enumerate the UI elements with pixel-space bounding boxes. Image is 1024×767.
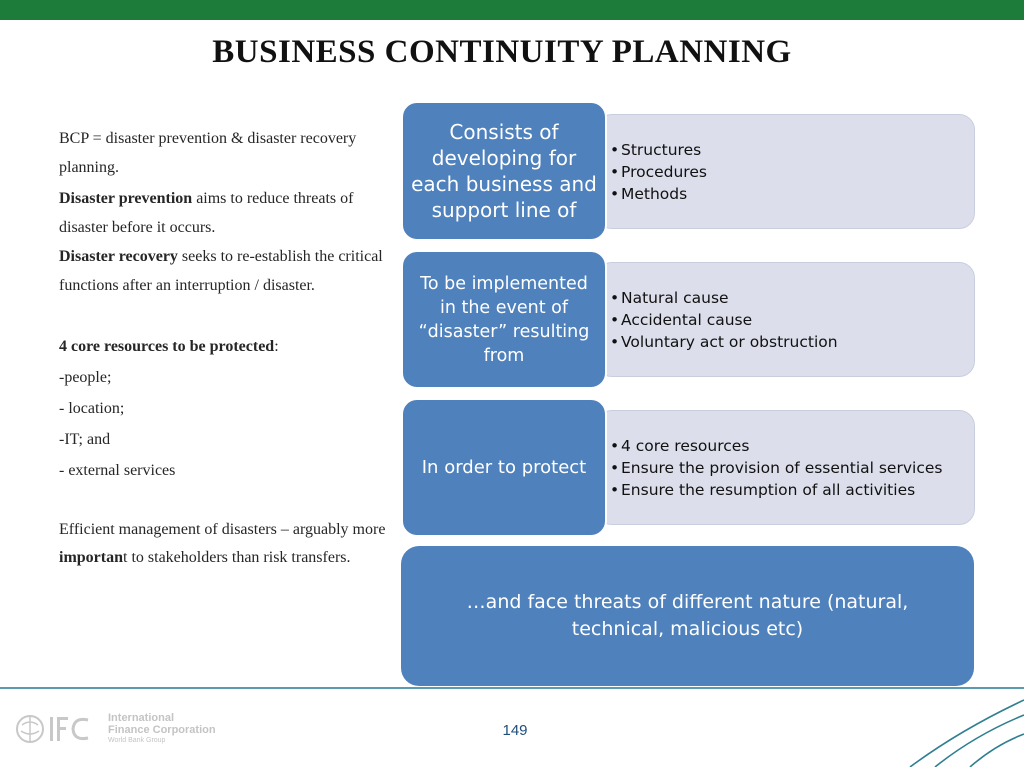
detail-item: • Ensure the provision of essential services [610, 457, 942, 479]
row-1-label-box [401, 101, 607, 241]
row-1-label: Consists of developing for each business and support line of [411, 120, 597, 222]
detail-item: • Voluntary act or obstruction [610, 331, 838, 353]
resource-item: -people; [59, 369, 112, 386]
bcp-definition: BCP = disaster prevention & disaster recovery planning. [59, 130, 357, 176]
detail-item: • 4 core resources [610, 435, 942, 457]
detail-item: • Accidental cause [610, 309, 838, 331]
row-3-label-box [401, 398, 607, 537]
disaster-recovery-text: seeks to re-establish the critical functions after an interruption / disaster. [59, 248, 383, 294]
row-1-details [596, 114, 975, 229]
resource-item: - external services [59, 462, 176, 479]
disaster-recovery-paragraph [59, 242, 389, 300]
decorative-corner-arcs [880, 640, 1024, 767]
detail-item: • Natural cause [610, 287, 838, 309]
footer-divider [0, 687, 1024, 689]
disaster-prevention-paragraph [59, 184, 389, 242]
slide-title: BUSINESS CONTINUITY PLANNING [212, 34, 792, 70]
page-number: 149 [502, 722, 528, 739]
detail-item: • Methods [610, 183, 707, 205]
detail-item: • Procedures [610, 161, 707, 183]
ifc-logo [14, 711, 234, 747]
disaster-prevention-term: Disaster prevention [59, 190, 193, 207]
efficient-management-paragraph: Efficient management of disasters – arguably more important to stakeholders than risk transfers. [59, 521, 386, 566]
row-2-details [596, 262, 975, 377]
disaster-recovery-term: Disaster recovery [59, 248, 178, 265]
top-accent-bar [0, 0, 1024, 20]
row-3-label: In order to protect [421, 456, 587, 478]
resource-item: -IT; and [59, 431, 111, 448]
resource-item: - location; [59, 400, 125, 417]
disaster-prevention-text: aims to reduce threats of disaster before it occurs. [59, 190, 354, 236]
logo-wordmark: International Finance Corporation World Bank Group [108, 712, 216, 744]
row-2-label-box [401, 250, 607, 389]
detail-item: • Structures [610, 139, 707, 161]
threats-summary-text: …and face threats of different nature (natural, technical, malicious etc) [466, 591, 909, 640]
row-2-label: To be implemented in the event of “disaster” resulting from [418, 273, 590, 366]
row-3-details [596, 410, 975, 525]
left-text-column [59, 124, 389, 572]
resources-heading: 4 core resources to be protected: [59, 338, 279, 355]
detail-item: • Ensure the resumption of all activities [610, 479, 942, 501]
